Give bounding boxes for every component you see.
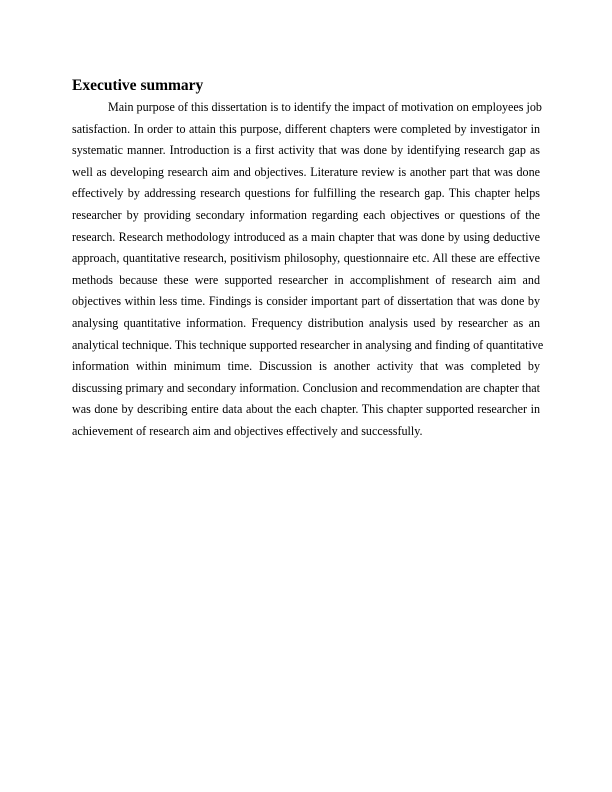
section-heading: Executive summary <box>72 77 204 94</box>
paragraph-line: Main purpose of this dissertation is to identify the impact of motivation on employees job <box>108 100 542 114</box>
paragraph-line: information within minimum time. Discussion is another activity that was completed by <box>72 359 540 374</box>
paragraph-line: research. Research methodology introduced as a main chapter that was done by using deductive <box>72 229 540 244</box>
paragraph-line: systematic manner. Introduction is a first activity that was done by identifying research gap as <box>72 143 540 158</box>
paragraph-line: effectively by addressing research questions for fulfilling the research gap. This chapter helps <box>72 186 540 201</box>
paragraph-line: methods because these were supported researcher in accomplishment of research aim and <box>72 272 540 287</box>
paragraph-line: analysing quantitative information. Frequency distribution analysis used by researcher as an <box>72 315 540 330</box>
paragraph-line: approach, quantitative research, positivism philosophy, questionnaire etc. All these are effective <box>72 251 540 266</box>
paragraph-line: achievement of research aim and objectives effectively and successfully. <box>72 423 423 438</box>
paragraph-line: objectives within less time. Findings is consider important part of dissertation that was done by <box>72 294 540 309</box>
paragraph-line: satisfaction. In order to attain this purpose, different chapters were completed by investigator in <box>72 121 540 136</box>
paragraph-line: well as developing research aim and objectives. Literature review is another part that was done <box>72 164 540 179</box>
paragraph-line: researcher by providing secondary information regarding each objectives or questions of the <box>72 207 540 222</box>
paragraph-line: discussing primary and secondary information. Conclusion and recommendation are chapter that <box>72 380 540 395</box>
paragraph-line: analytical technique. This technique supported researcher in analysing and finding of quantitative <box>72 337 544 352</box>
executive-summary-paragraph <box>72 97 544 443</box>
paragraph-line: was done by describing entire data about the each chapter. This chapter supported researcher in <box>72 402 540 417</box>
